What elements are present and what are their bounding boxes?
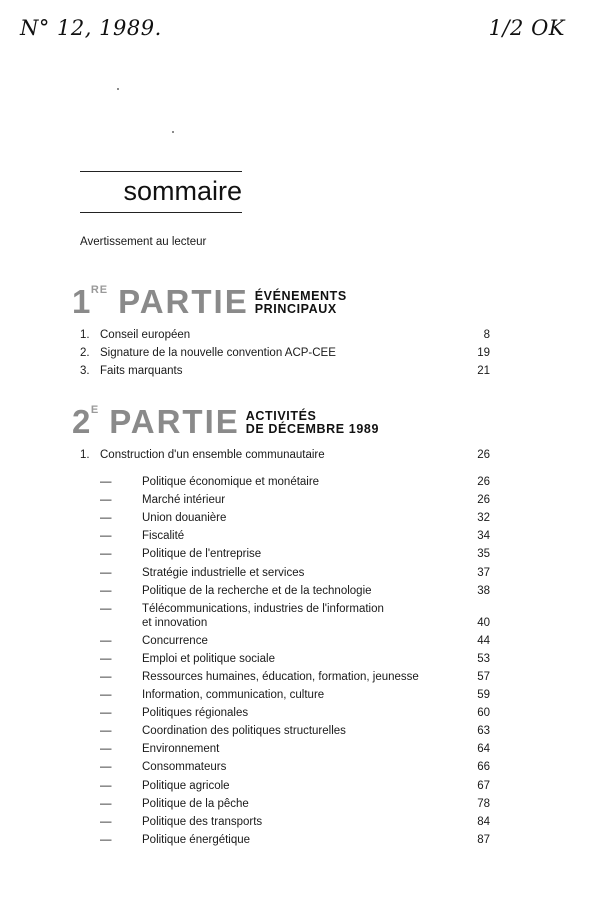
entry-title: Construction d'un ensemble communautaire — [100, 449, 325, 461]
dash-bullet: — — [100, 707, 112, 720]
subitem-title — [120, 724, 450, 738]
subitem-page: 60 — [477, 707, 490, 720]
entry-page: 26 — [477, 449, 490, 461]
dash-bullet: — — [100, 779, 112, 792]
subitem-page: 35 — [477, 548, 490, 561]
part-superscript: RE — [90, 284, 109, 296]
dash-bullet: — — [100, 797, 112, 810]
subitem-page: 32 — [477, 512, 490, 525]
dash-bullet: — — [100, 689, 112, 702]
part-2-heading — [72, 401, 380, 440]
subitem-title — [120, 779, 450, 793]
subitem-title — [120, 511, 450, 525]
dash-bullet: — — [100, 833, 112, 846]
dash-bullet: — — [100, 566, 112, 579]
part-2-entries — [80, 444, 490, 847]
part-1-entries — [80, 324, 490, 378]
handwritten-ok-note: 1/2 OK — [488, 16, 565, 40]
subitem-title — [120, 566, 450, 580]
toc-entry[interactable] — [80, 360, 490, 378]
dash-bullet: — — [100, 761, 112, 774]
toc-subitem-list — [80, 471, 490, 847]
entry-number: 2. — [80, 347, 90, 359]
subitem-page: 26 — [477, 494, 490, 507]
subitem-page: 34 — [477, 530, 490, 543]
title-block — [80, 171, 242, 213]
part-number: 2 — [72, 403, 91, 440]
toc-subitem[interactable] — [80, 525, 490, 543]
subitem-page: 26 — [477, 476, 490, 489]
subitem-title — [120, 547, 450, 561]
subitem-title-line2: et innovation — [142, 616, 208, 629]
subitem-title — [120, 634, 450, 648]
entry-page: 19 — [477, 347, 490, 359]
entry-number: 3. — [80, 365, 90, 377]
dash-bullet: — — [100, 512, 112, 525]
part-subtitle-line2: DE DÉCEMBRE 1989 — [245, 422, 380, 436]
subitem-page: 67 — [477, 779, 490, 792]
toc-entry[interactable] — [80, 342, 490, 360]
toc-subitem[interactable] — [80, 561, 490, 579]
subitem-title-line1: Union douanière — [142, 512, 227, 525]
part-number: 1 — [72, 283, 91, 320]
subitem-title — [120, 688, 450, 702]
part-superscript: E — [90, 404, 100, 416]
toc-subitem[interactable] — [80, 471, 490, 489]
page-title: sommaire — [123, 176, 242, 206]
dash-bullet: — — [100, 530, 112, 543]
subitem-title-line1: Environnement — [142, 743, 220, 756]
part-subtitle-line1: ACTIVITÉS — [245, 409, 317, 423]
speck-mark — [172, 131, 174, 133]
toc-subitem[interactable] — [80, 756, 490, 774]
toc-entry[interactable] — [80, 324, 490, 342]
entry-page: 21 — [477, 365, 490, 377]
part-word: PARTIE — [118, 283, 249, 320]
subitem-title-line1: Politique énergétique — [142, 833, 251, 846]
subitem-page: 44 — [477, 634, 490, 647]
entry-page: 8 — [483, 329, 490, 341]
toc-subitem[interactable] — [80, 648, 490, 666]
toc-subitem[interactable] — [80, 630, 490, 648]
toc-subitem[interactable] — [80, 720, 490, 738]
subitem-title-line1: Marché intérieur — [142, 494, 226, 507]
subitem-title — [120, 815, 450, 829]
subitem-title — [120, 833, 450, 847]
subitem-title-line1: Stratégie industrielle et services — [142, 566, 305, 579]
dash-bullet: — — [100, 634, 112, 647]
subitem-title-line1: Information, communication, culture — [142, 689, 325, 702]
toc-subitem[interactable] — [80, 507, 490, 525]
dash-bullet: — — [100, 725, 112, 738]
subitem-title-line1: Emploi et politique sociale — [142, 652, 275, 665]
subitem-title-line1: Fiscalité — [142, 530, 185, 543]
dash-bullet: — — [100, 548, 112, 561]
subitem-title-line1: Concurrence — [142, 634, 208, 647]
subitem-page: 84 — [477, 815, 490, 828]
subitem-title-line1: Télécommunications, industries de l'information — [142, 602, 384, 615]
title-bottom-rule — [80, 212, 242, 213]
toc-subitem[interactable] — [80, 489, 490, 507]
part-subtitle — [246, 410, 379, 437]
part-1-heading — [72, 281, 347, 320]
subitem-page: 53 — [477, 652, 490, 665]
part-word: PARTIE — [109, 403, 240, 440]
subitem-title — [120, 760, 450, 774]
toc-subitem[interactable] — [80, 598, 490, 630]
subitem-page: 66 — [477, 761, 490, 774]
dash-bullet: — — [100, 670, 112, 683]
part-subtitle-line1: ÉVÉNEMENTS — [254, 289, 347, 303]
subitem-title-line1: Politique de la recherche et de la technologie — [142, 584, 372, 597]
dash-bullet: — — [100, 584, 112, 597]
toc-subitem[interactable] — [80, 543, 490, 561]
subitem-title-line1: Politiques régionales — [142, 707, 249, 720]
subitem-title — [120, 670, 450, 684]
dash-bullet: — — [100, 815, 112, 828]
toc-subitem[interactable] — [80, 580, 490, 598]
subitem-page: 64 — [477, 743, 490, 756]
subitem-page: 59 — [477, 689, 490, 702]
entry-number: 1. — [80, 329, 90, 341]
part-subtitle — [255, 290, 347, 317]
subitem-title — [120, 584, 450, 598]
subitem-title-line1: Politique agricole — [142, 779, 230, 792]
toc-subitem[interactable] — [80, 774, 490, 792]
entry-title: Signature de la nouvelle convention ACP-CEE — [100, 347, 336, 359]
dash-bullet: — — [100, 494, 112, 507]
subitem-page: 63 — [477, 725, 490, 738]
subitem-page: 38 — [477, 584, 490, 597]
subitem-page: 40 — [477, 616, 490, 629]
toc-subitem[interactable] — [80, 702, 490, 720]
dash-bullet: — — [100, 652, 112, 665]
subitem-title — [120, 602, 450, 630]
subitem-page: 78 — [477, 797, 490, 810]
subitem-title-line1: Politique économique et monétaire — [142, 476, 320, 489]
subitem-page: 37 — [477, 566, 490, 579]
toc-subitem[interactable] — [80, 738, 490, 756]
subitem-title — [120, 742, 450, 756]
entry-title: Conseil européen — [100, 329, 191, 341]
subitem-title-line1: Coordination des politiques structurelles — [142, 725, 346, 738]
subitem-title — [120, 652, 450, 666]
toc-subitem[interactable] — [80, 666, 490, 684]
toc-subitem[interactable] — [80, 793, 490, 811]
dash-bullet: — — [100, 743, 112, 756]
dash-bullet: — — [100, 476, 112, 489]
entry-title: Faits marquants — [100, 365, 183, 377]
subitem-page: 57 — [477, 670, 490, 683]
part-subtitle-line2: PRINCIPAUX — [254, 302, 337, 316]
dash-bullet: — — [100, 602, 112, 615]
subitem-title — [120, 529, 450, 543]
speck-mark — [117, 88, 119, 90]
intro-entry: Avertissement au lecteur — [80, 236, 207, 248]
subitem-title — [120, 706, 450, 720]
subitem-title-line1: Consommateurs — [142, 761, 227, 774]
toc-subitem[interactable] — [80, 829, 490, 847]
subitem-title-line1: Politique de l'entreprise — [142, 548, 262, 561]
toc-subitem[interactable] — [80, 811, 490, 829]
subitem-title — [120, 493, 450, 507]
subitem-title — [120, 797, 450, 811]
subitem-title-line1: Politique de la pêche — [142, 797, 249, 810]
subitem-page: 87 — [477, 833, 490, 846]
subitem-title — [120, 475, 450, 489]
entry-number: 1. — [80, 449, 90, 461]
subitem-title-line1: Politique des transports — [142, 815, 263, 828]
toc-subitem[interactable] — [80, 684, 490, 702]
subitem-title-line1: Ressources humaines, éducation, formation, jeunesse — [142, 670, 419, 683]
handwritten-issue-note: N° 12, 1989. — [20, 16, 162, 40]
toc-section-entry[interactable] — [80, 444, 490, 462]
